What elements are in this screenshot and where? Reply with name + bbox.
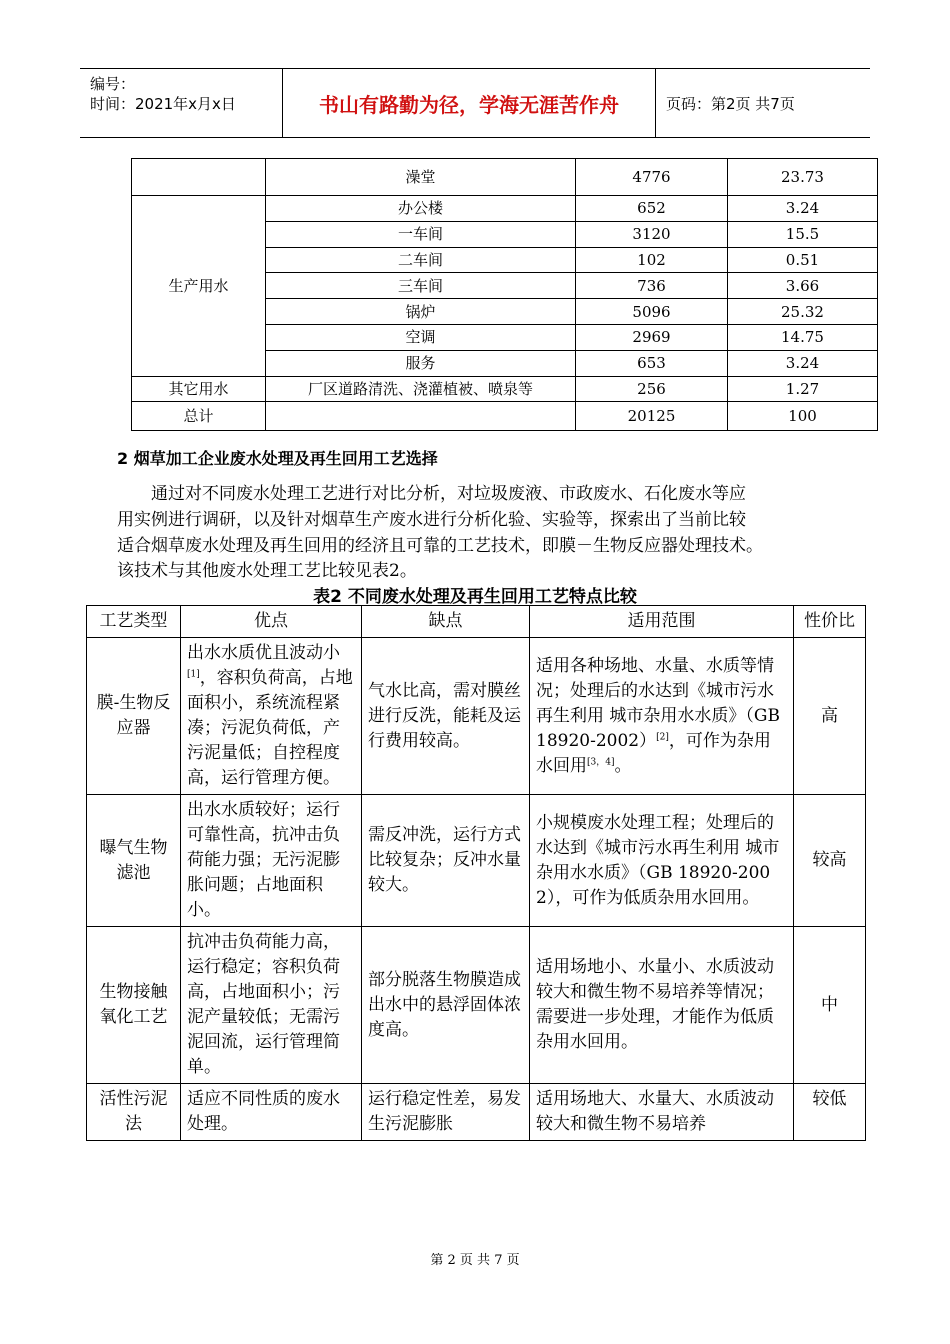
table-cell: 4776 <box>576 159 728 196</box>
header-meta <box>80 69 283 137</box>
table-cell <box>266 402 576 431</box>
table-cell: 空调 <box>266 324 576 350</box>
pros-text: 出水水质优且波动小 <box>187 643 340 663</box>
table-cell: 1.27 <box>728 376 878 402</box>
table-cell: 一车间 <box>266 221 576 247</box>
value-rating: 高 <box>794 638 866 795</box>
section-heading: 2 烟草加工企业废水处理及再生回用工艺选择 <box>117 449 438 468</box>
cons-cell: 运行稳定性差，易发生污泥膨胀 <box>362 1084 530 1141</box>
body-paragraph <box>117 482 837 585</box>
table-cell: 2969 <box>576 324 728 350</box>
citation: [3，4] <box>587 756 615 767</box>
column-header: 适用范围 <box>530 606 794 638</box>
page-indicator: 页码：第2页 共7页 <box>666 94 795 113</box>
table-cell: 二车间 <box>266 247 576 273</box>
table-row <box>87 795 866 927</box>
table-cell: 14.75 <box>728 324 878 350</box>
table-row <box>132 196 878 222</box>
page-header <box>80 68 870 138</box>
process-type: 曝气生物滤池 <box>87 795 181 927</box>
value-rating: 较高 <box>794 795 866 927</box>
table-cell: 100 <box>728 402 878 431</box>
table-cell: 3.24 <box>728 350 878 376</box>
pros-cell: 适应不同性质的废水处理。 <box>181 1084 362 1141</box>
table-cell: 3.24 <box>728 196 878 222</box>
table-cell: 三车间 <box>266 273 576 299</box>
cons-cell: 气水比高，需对膜丝进行反洗，能耗及运行费用较高。 <box>362 638 530 795</box>
value-rating: 较低 <box>794 1084 866 1141</box>
table-cell: 736 <box>576 273 728 299</box>
table-cell: 澡堂 <box>266 159 576 196</box>
table-cell: 20125 <box>576 402 728 431</box>
scope-text: 。 <box>614 755 632 776</box>
pros-cell: 抗冲击负荷能力高，运行稳定；容积负荷高，占地面积小；污泥产量较低；无需污泥回流，运行管理简单。 <box>181 927 362 1084</box>
cons-cell: 需反冲洗，运行方式比较复杂；反冲水量较大。 <box>362 795 530 927</box>
value-rating: 中 <box>794 927 866 1084</box>
table-cell: 锅炉 <box>266 299 576 325</box>
table-cell: 102 <box>576 247 728 273</box>
table-row <box>87 638 866 795</box>
table-row-total <box>132 402 878 431</box>
column-header: 工艺类型 <box>87 606 181 638</box>
table-cell: 办公楼 <box>266 196 576 222</box>
table-cell: 25.32 <box>728 299 878 325</box>
table-cell: 653 <box>576 350 728 376</box>
paragraph-line: 用实例进行调研，以及针对烟草生产废水进行分析化验、实验等，探索出了当前比较 <box>117 509 746 530</box>
scope-text: 适用各种场地、水量、水质等情况；处理后的水达到《城市污水再生利用 城市杂用水水质》（GB 18920-2002） <box>536 655 780 751</box>
water-usage-table <box>131 158 878 431</box>
table-cell: 服务 <box>266 350 576 376</box>
table-cell-category: 生产用水 <box>132 196 266 377</box>
table-cell: 3.66 <box>728 273 878 299</box>
column-header: 性价比 <box>794 606 866 638</box>
citation: [1] <box>187 669 200 680</box>
cons-cell: 部分脱落生物膜造成出水中的悬浮固体浓度高。 <box>362 927 530 1084</box>
table-row <box>132 159 878 196</box>
table-cell: 256 <box>576 376 728 402</box>
table-cell: 23.73 <box>728 159 878 196</box>
document-date: 时间：2021年x月x日 <box>90 95 236 113</box>
paragraph-line: 适合烟草废水处理及再生回用的经济且可靠的工艺技术，即膜－生物反应器处理技术。 <box>117 535 763 556</box>
process-type: 活性污泥法 <box>87 1084 181 1141</box>
scope-cell: 适用场地大、水量大、水质波动较大和微生物不易培养 <box>530 1084 794 1141</box>
process-comparison-table <box>86 605 866 1141</box>
pros-cell <box>181 638 362 795</box>
citation: [2] <box>656 731 669 742</box>
table-cell: 15.5 <box>728 221 878 247</box>
scope-cell: 适用场地小、水量小、水质波动较大和微生物不易培养等情况；需要进一步处理，才能作为低质杂用水回用。 <box>530 927 794 1084</box>
table-cell: 5096 <box>576 299 728 325</box>
table-cell: 厂区道路清洗、浇灌植被、喷泉等 <box>266 376 576 402</box>
table-row <box>87 1084 866 1141</box>
pros-text: ，容积负荷高，占地面积小，系统流程紧凑；污泥负荷低，产污泥量低；自控程度高，运行管理方便。 <box>187 668 353 788</box>
pros-cell: 出水水质较好；运行可靠性高，抗冲击负荷能力强；无污泥膨胀问题；占地面积小。 <box>181 795 362 927</box>
header-motto: 书山有路勤为径，学海无涯苦作舟 <box>283 69 656 137</box>
table-row <box>132 376 878 402</box>
column-header: 缺点 <box>362 606 530 638</box>
table-cell: 其它用水 <box>132 376 266 402</box>
page-footer: 第 2 页 共 7 页 <box>430 1253 520 1268</box>
process-type: 生物接触氧化工艺 <box>87 927 181 1084</box>
table-cell <box>132 159 266 196</box>
scope-cell: 小规模废水处理工程；处理后的水达到《城市污水再生利用 城市杂用水水质》（GB 18920-2002），可作为低质杂用水回用。 <box>530 795 794 927</box>
document-number: 编号： <box>90 75 136 93</box>
table-caption: 表2 不同废水处理及再生回用工艺特点比较 <box>313 587 637 607</box>
scope-cell <box>530 638 794 795</box>
table-cell: 3120 <box>576 221 728 247</box>
scope-text: ，可作为杂用水回用 <box>536 730 771 776</box>
table-cell: 0.51 <box>728 247 878 273</box>
table-row <box>87 927 866 1084</box>
column-header: 优点 <box>181 606 362 638</box>
table-header-row <box>87 606 866 638</box>
table-cell: 652 <box>576 196 728 222</box>
process-type: 膜-生物反应器 <box>87 638 181 795</box>
table-cell: 总计 <box>132 402 266 431</box>
paragraph-line: 通过对不同废水处理工艺进行对比分析，对垃圾废液、市政废水、石化废水等应 <box>151 484 746 504</box>
paragraph-line: 该技术与其他废水处理工艺比较见表2。 <box>117 561 417 582</box>
